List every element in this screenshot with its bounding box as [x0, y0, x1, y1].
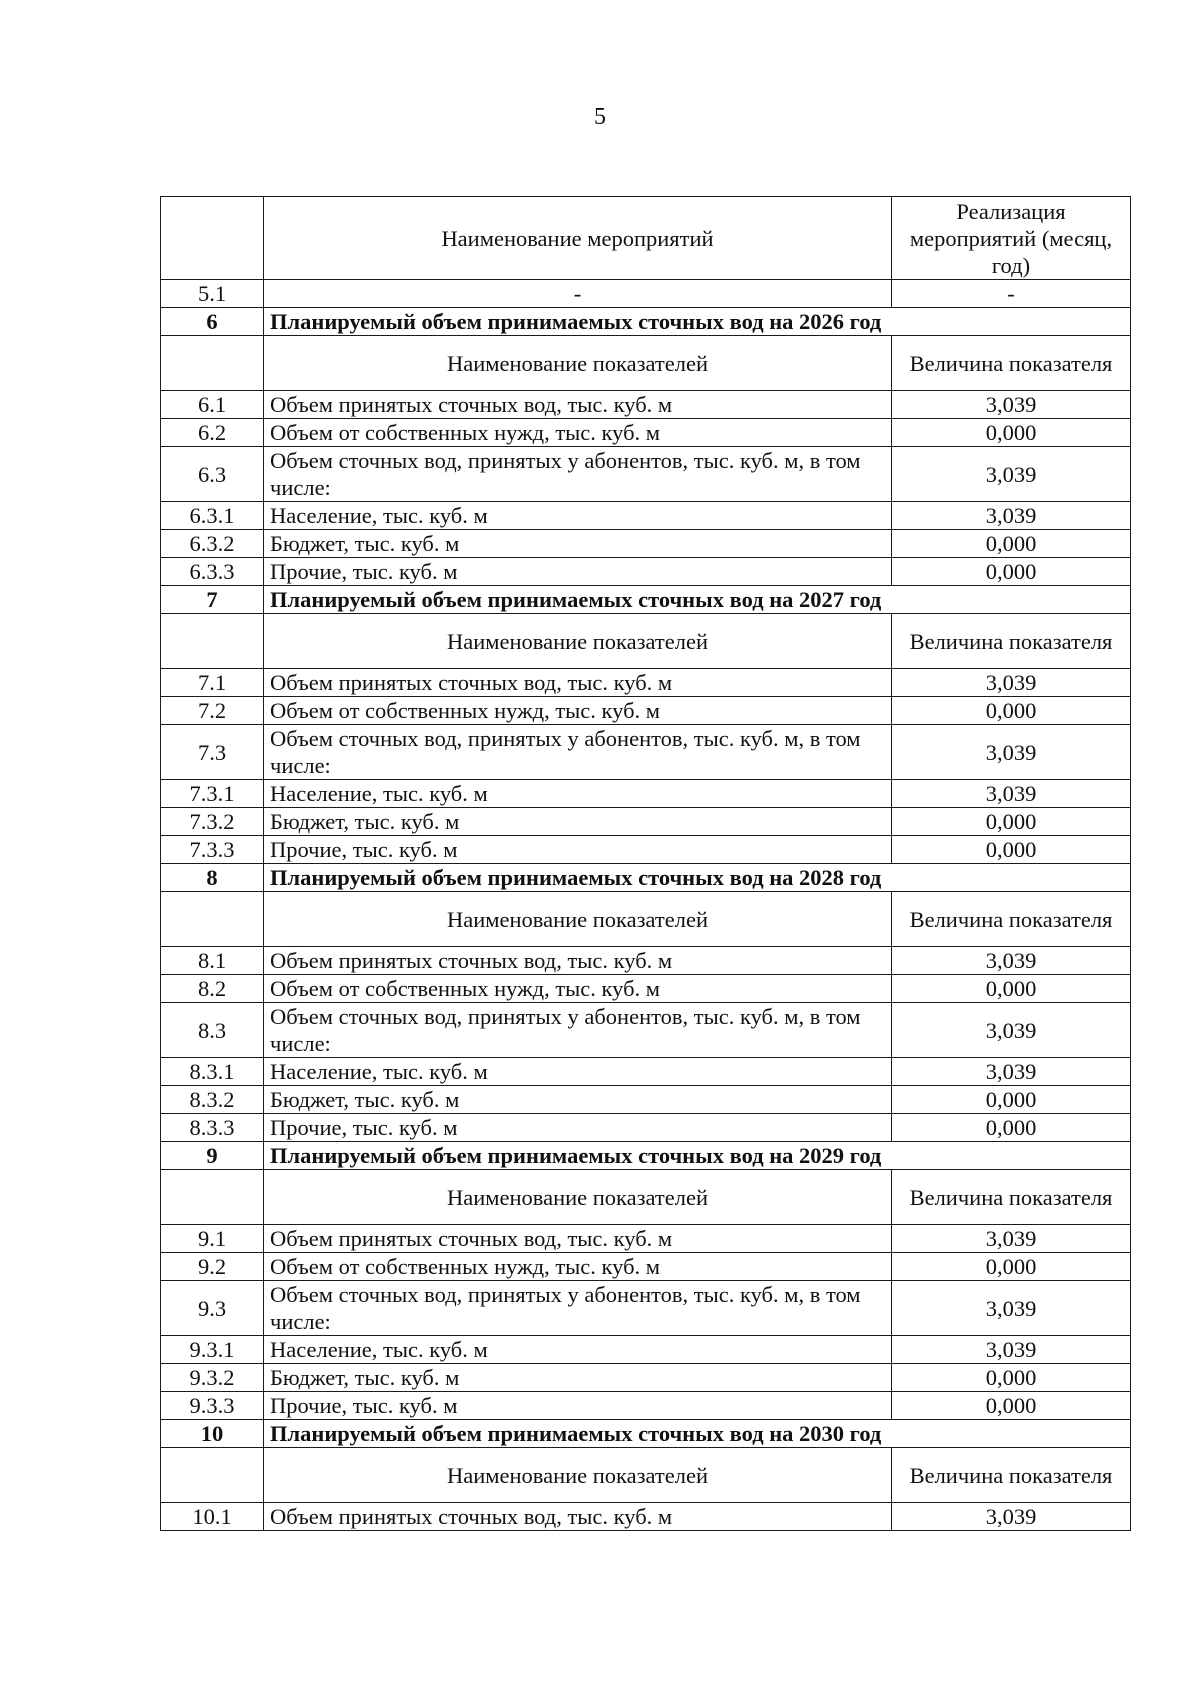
- subheader-name: Наименование показателей: [264, 614, 892, 669]
- table-row: [161, 1058, 1131, 1086]
- row-number: 6.1: [161, 391, 264, 419]
- section-number: 9: [161, 1142, 264, 1170]
- row-number: 9.3.1: [161, 1336, 264, 1364]
- row-value: 0,000: [892, 530, 1131, 558]
- row-value: 3,039: [892, 669, 1131, 697]
- subheader-num-cell: [161, 336, 264, 391]
- row-number: 10.1: [161, 1503, 264, 1531]
- row-name: Объем от собственных нужд, тыс. куб. м: [264, 1253, 892, 1281]
- section-title: Планируемый объем принимаемых сточных вод на 2027 год: [264, 586, 1131, 614]
- subheader-name: Наименование показателей: [264, 1170, 892, 1225]
- row-number: 6.3: [161, 447, 264, 502]
- table-row: [161, 1086, 1131, 1114]
- row-value: 0,000: [892, 808, 1131, 836]
- row-number: 6.3.1: [161, 502, 264, 530]
- row-number: 9.3.3: [161, 1392, 264, 1420]
- row-name: Объем сточных вод, принятых у абонентов, тыс. куб. м, в том числе:: [264, 1281, 892, 1336]
- row-name: -: [264, 280, 892, 308]
- subheader-value: Величина показателя: [892, 892, 1131, 947]
- table-row: [161, 280, 1131, 308]
- row-number: 8.1: [161, 947, 264, 975]
- section-title: Планируемый объем принимаемых сточных вод на 2028 год: [264, 864, 1131, 892]
- subheader-row: [161, 336, 1131, 391]
- row-name: Бюджет, тыс. куб. м: [264, 530, 892, 558]
- row-number: 8.2: [161, 975, 264, 1003]
- table-row: [161, 391, 1131, 419]
- subheader-num-cell: [161, 614, 264, 669]
- row-name: Объем сточных вод, принятых у абонентов, тыс. куб. м, в том числе:: [264, 447, 892, 502]
- subheader-name: Наименование показателей: [264, 1448, 892, 1503]
- table-row: [161, 1364, 1131, 1392]
- row-name: Бюджет, тыс. куб. м: [264, 1086, 892, 1114]
- header-value-cell: Реализация мероприятий (месяц, год): [892, 197, 1131, 280]
- row-value: 0,000: [892, 1253, 1131, 1281]
- row-number: 5.1: [161, 280, 264, 308]
- row-number: 8.3.2: [161, 1086, 264, 1114]
- subheader-num-cell: [161, 1448, 264, 1503]
- section-title: Планируемый объем принимаемых сточных вод на 2030 год: [264, 1420, 1131, 1448]
- row-value: 0,000: [892, 1086, 1131, 1114]
- row-number: 7.2: [161, 697, 264, 725]
- table-row: [161, 1503, 1131, 1531]
- table-row: [161, 1225, 1131, 1253]
- subheader-num-cell: [161, 1170, 264, 1225]
- subheader-value: Величина показателя: [892, 336, 1131, 391]
- row-value: 3,039: [892, 1058, 1131, 1086]
- row-value: 3,039: [892, 1225, 1131, 1253]
- subheader-value: Величина показателя: [892, 1448, 1131, 1503]
- table-row: [161, 558, 1131, 586]
- table-row: [161, 780, 1131, 808]
- row-number: 7.3.2: [161, 808, 264, 836]
- section-title-row: [161, 1142, 1131, 1170]
- row-name: Объем принятых сточных вод, тыс. куб. м: [264, 947, 892, 975]
- row-name: Объем от собственных нужд, тыс. куб. м: [264, 975, 892, 1003]
- row-value: 3,039: [892, 1336, 1131, 1364]
- section-number: 7: [161, 586, 264, 614]
- row-value: 0,000: [892, 558, 1131, 586]
- table-row: [161, 725, 1131, 780]
- row-name: Объем принятых сточных вод, тыс. куб. м: [264, 1503, 892, 1531]
- row-number: 7.3: [161, 725, 264, 780]
- subheader-name: Наименование показателей: [264, 336, 892, 391]
- row-value: -: [892, 280, 1131, 308]
- row-number: 9.1: [161, 1225, 264, 1253]
- table-header-row: [161, 197, 1131, 280]
- table-row: [161, 447, 1131, 502]
- table-row: [161, 1003, 1131, 1058]
- table-row: [161, 1336, 1131, 1364]
- row-name: Бюджет, тыс. куб. м: [264, 808, 892, 836]
- row-number: 6.2: [161, 419, 264, 447]
- row-value: 3,039: [892, 780, 1131, 808]
- row-name: Объем принятых сточных вод, тыс. куб. м: [264, 391, 892, 419]
- section-number: 10: [161, 1420, 264, 1448]
- row-number: 8.3.1: [161, 1058, 264, 1086]
- subheader-row: [161, 1170, 1131, 1225]
- row-value: 0,000: [892, 975, 1131, 1003]
- row-name: Объем от собственных нужд, тыс. куб. м: [264, 419, 892, 447]
- row-number: 9.2: [161, 1253, 264, 1281]
- table-row: [161, 530, 1131, 558]
- row-value: 3,039: [892, 1281, 1131, 1336]
- row-name: Прочие, тыс. куб. м: [264, 558, 892, 586]
- row-value: 0,000: [892, 836, 1131, 864]
- subheader-value: Величина показателя: [892, 1170, 1131, 1225]
- row-value: 3,039: [892, 947, 1131, 975]
- section-title-row: [161, 1420, 1131, 1448]
- subheader-name: Наименование показателей: [264, 892, 892, 947]
- row-value: 3,039: [892, 1003, 1131, 1058]
- page-number: 5: [594, 104, 606, 130]
- row-name: Объем принятых сточных вод, тыс. куб. м: [264, 669, 892, 697]
- row-name: Бюджет, тыс. куб. м: [264, 1364, 892, 1392]
- table-row: [161, 697, 1131, 725]
- row-name: Прочие, тыс. куб. м: [264, 836, 892, 864]
- table-row: [161, 669, 1131, 697]
- row-name: Население, тыс. куб. м: [264, 780, 892, 808]
- subheader-row: [161, 614, 1131, 669]
- row-value: 3,039: [892, 502, 1131, 530]
- section-number: 6: [161, 308, 264, 336]
- row-value: 0,000: [892, 419, 1131, 447]
- subheader-row: [161, 892, 1131, 947]
- row-name: Население, тыс. куб. м: [264, 1336, 892, 1364]
- section-title-row: [161, 864, 1131, 892]
- row-number: 8.3: [161, 1003, 264, 1058]
- table-row: [161, 419, 1131, 447]
- row-number: 6.3.2: [161, 530, 264, 558]
- table-row: [161, 1281, 1131, 1336]
- row-value: 0,000: [892, 1392, 1131, 1420]
- table-row: [161, 975, 1131, 1003]
- row-value: 0,000: [892, 1364, 1131, 1392]
- row-value: 0,000: [892, 1114, 1131, 1142]
- row-name: Объем сточных вод, принятых у абонентов, тыс. куб. м, в том числе:: [264, 1003, 892, 1058]
- row-number: 6.3.3: [161, 558, 264, 586]
- row-value: 3,039: [892, 1503, 1131, 1531]
- row-value: 3,039: [892, 447, 1131, 502]
- row-name: Объем сточных вод, принятых у абонентов, тыс. куб. м, в том числе:: [264, 725, 892, 780]
- table-row: [161, 1253, 1131, 1281]
- row-name: Объем принятых сточных вод, тыс. куб. м: [264, 1225, 892, 1253]
- subheader-value: Величина показателя: [892, 614, 1131, 669]
- row-value: 0,000: [892, 697, 1131, 725]
- header-name-cell: Наименование мероприятий: [264, 197, 892, 280]
- table-row: [161, 1114, 1131, 1142]
- subheader-num-cell: [161, 892, 264, 947]
- table-row: [161, 947, 1131, 975]
- section-number: 8: [161, 864, 264, 892]
- table-row: [161, 808, 1131, 836]
- section-title-row: [161, 586, 1131, 614]
- row-name: Прочие, тыс. куб. м: [264, 1392, 892, 1420]
- row-number: 7.3.1: [161, 780, 264, 808]
- table-body: [161, 197, 1131, 1531]
- row-number: 9.3: [161, 1281, 264, 1336]
- row-number: 9.3.2: [161, 1364, 264, 1392]
- row-value: 3,039: [892, 391, 1131, 419]
- section-title-row: [161, 308, 1131, 336]
- subheader-row: [161, 1448, 1131, 1503]
- row-name: Население, тыс. куб. м: [264, 1058, 892, 1086]
- table-row: [161, 502, 1131, 530]
- measures-table: [160, 196, 1131, 1531]
- header-num-cell: [161, 197, 264, 280]
- row-number: 8.3.3: [161, 1114, 264, 1142]
- table-row: [161, 836, 1131, 864]
- table-row: [161, 1392, 1131, 1420]
- row-value: 3,039: [892, 725, 1131, 780]
- row-number: 7.3.3: [161, 836, 264, 864]
- row-number: 7.1: [161, 669, 264, 697]
- section-title: Планируемый объем принимаемых сточных вод на 2029 год: [264, 1142, 1131, 1170]
- row-name: Прочие, тыс. куб. м: [264, 1114, 892, 1142]
- row-name: Население, тыс. куб. м: [264, 502, 892, 530]
- section-title: Планируемый объем принимаемых сточных вод на 2026 год: [264, 308, 1131, 336]
- row-name: Объем от собственных нужд, тыс. куб. м: [264, 697, 892, 725]
